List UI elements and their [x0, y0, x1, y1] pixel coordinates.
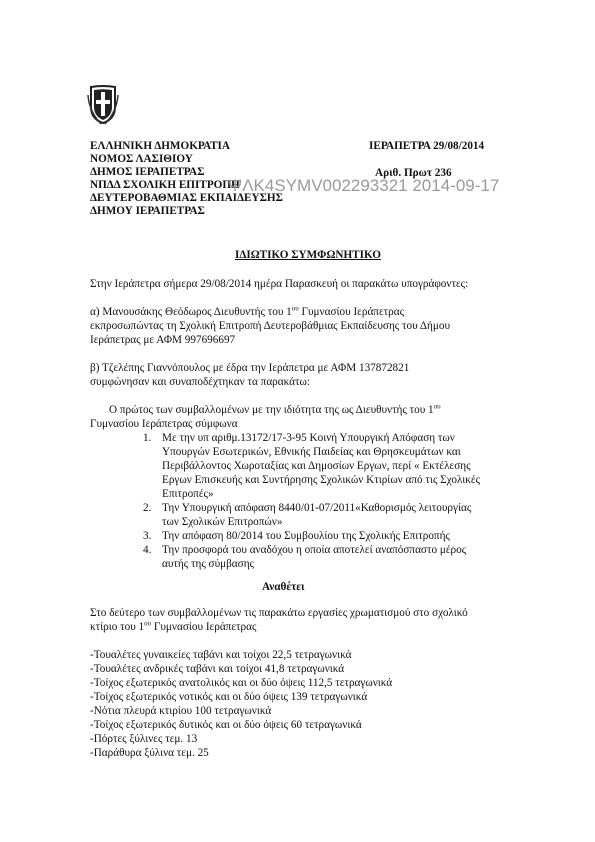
- work-item: -Παράθυρα ξύλινα τεμ. 25: [90, 747, 209, 759]
- header-municipality-of: ΔΗΜΟΥ ΙΕΡΑΠΕΤΡΑΣ: [90, 205, 205, 217]
- work-item: -Τουαλέτες γυναικείες ταβάνι και τοίχοι 22,5 τετραγωνικά: [90, 649, 352, 661]
- assign-text-building: κτίριο του 1: [90, 621, 145, 633]
- party-a-line1: [90, 305, 404, 319]
- list-item-1-line3: Περιβάλλοντος Χωροταξίας και Δημοσίων Εργων, περί « Εκτέλεσης: [162, 460, 471, 472]
- assign-text-line1: Στο δεύτερο των συμβαλλομένων τις παρακάτω εργασίες χρωματισμού στο σχολικό: [90, 607, 468, 619]
- list-item-4-line2: αυτής της σύμβασης: [162, 558, 254, 570]
- place-date: ΙΕΡΑΠΕΤΡΑ 29/08/2014: [369, 140, 485, 152]
- work-item: -Νότια πλευρά κτιρίου 100 τετραγωνικά: [90, 705, 272, 717]
- list-item-1-line4: Εργων Επισκευής και Συντήρησης Σχολικών Κτιρίων από τις Σχολικές: [162, 474, 481, 486]
- first-party-text: Ο πρώτος των συμβαλλομένων με την ιδιότητα της ως Διευθυντής του 1: [109, 404, 434, 416]
- protocol-number: Αριθ. Πρωτ 236: [375, 167, 452, 179]
- party-a-line1-school: Γυμνασίου Ιεράπετρας: [298, 306, 405, 318]
- list-item-1-line5: Επιτροπές»: [162, 488, 214, 500]
- party-a-line1-text: α) Μανουσάκης Θεόδωρος Διευθυντής του 1: [90, 306, 292, 318]
- list-item-4-line1: Την προσφορά του αναδόχου η οποία αποτελεί αναπόσπαστο μέρος: [162, 544, 467, 556]
- assigns-heading: Αναθέτει: [262, 581, 305, 593]
- assign-text-line2: [90, 620, 256, 634]
- work-item: -Τοίχος εξωτερικός δυτικός και οι δύο όψεις 60 τετραγωνικά: [90, 719, 362, 731]
- work-item: -Τοίχος εξωτερικός ανατολικός και οι δύο όψεις 112,5 τετραγωνικά: [90, 677, 393, 689]
- party-b-line2: συμφώνησαν και συναποδέχτηκαν τα παρακάτω:: [90, 376, 310, 388]
- first-party-line2: Γυμνασίου Ιεράπετρας σύμφωνα: [90, 418, 238, 430]
- assign-text-school: Γυμνασίου Ιεράπετρας: [151, 621, 257, 633]
- list-item-1-line1: Με την υπ αριθμ.13172/17-3-95 Κοινή Υπουργική Απόφαση των: [162, 432, 455, 444]
- header-prefecture: ΝΟΜΟΣ ΛΑΣΙΘΙΟΥ: [90, 153, 193, 165]
- list-item-3-num: 3.: [143, 530, 152, 542]
- list-item-1-line2: Υπουργών Εσωτερικών, Εθνικής Παιδείας και Θρησκευμάτων και: [162, 446, 461, 458]
- header-school-committee: ΝΠΔΔ ΣΧΟΛΙΚΗ ΕΠΙΤΡΟΠΗ: [90, 179, 240, 191]
- header-republic: ΕΛΛΗΝΙΚΗ ΔΗΜΟΚΡΑΤΙΑ: [90, 140, 230, 152]
- party-b-line1: β) Τζελέπης Γιαννόπουλος με έδρα την Ιεράπετρα με ΑΦΜ 137872821: [90, 362, 410, 374]
- header-municipality: ΔΗΜΟΣ ΙΕΡΑΠΕΤΡΑΣ: [90, 166, 205, 178]
- document-title: ΙΔΙΩΤΙΚΟ ΣΥΜΦΩΝΗΤΙΚΟ: [235, 249, 381, 261]
- list-item-4-num: 4.: [143, 544, 152, 556]
- list-item-3-line1: Την απόφαση 80/2014 του Συμβουλίου της Σχολικής Επιτροπής: [162, 530, 450, 542]
- ordinal-sup: ου: [144, 619, 152, 628]
- header-secondary-education: ΔΕΥΤΕΡΟΒΑΘΜΙΑΣ ΕΚΠΑΙΔΕΥΣΗΣ: [90, 192, 283, 204]
- list-item-2-num: 2.: [143, 502, 152, 514]
- ordinal-sup: ου: [433, 402, 441, 411]
- work-item: -Πόρτες ξύλινες τεμ. 13: [90, 733, 198, 745]
- party-a-line2: εκπροσωπώντας τη Σχολική Επιτροπή Δευτεροβάθμιας Εκπαίδευσης του Δήμου: [90, 320, 451, 332]
- intro-text: Στην Ιεράπετρα σήμερα 29/08/2014 ημέρα Παρασκευή οι παρακάτω υπογράφοντες:: [90, 278, 469, 290]
- work-item: -Τουαλέτες ανδρικές ταβάνι και τοίχοι 41,8 τετραγωνικά: [90, 663, 345, 675]
- party-a-line3: Ιεράπετρας με ΑΦΜ 997696697: [90, 334, 236, 346]
- ordinal-sup: ου: [291, 304, 299, 313]
- list-item-1-num: 1.: [143, 432, 152, 444]
- first-party-line1: [109, 403, 441, 417]
- work-item: -Τοίχος εξωτερικός νοτικός και οι δύο όψεις 139 τετραγωνικά: [90, 691, 368, 703]
- ada-watermark: ΨΛΚ4SYMV002293321 2014-09-17: [228, 176, 500, 195]
- coat-of-arms-emblem: [87, 85, 119, 125]
- list-item-2-line1: Την Υπουργική απόφαση 8440/01-07/2011«Καθορισμός λειτουργίας: [162, 502, 472, 514]
- list-item-2-line2: των Σχολικών Επιτροπών»: [162, 516, 283, 528]
